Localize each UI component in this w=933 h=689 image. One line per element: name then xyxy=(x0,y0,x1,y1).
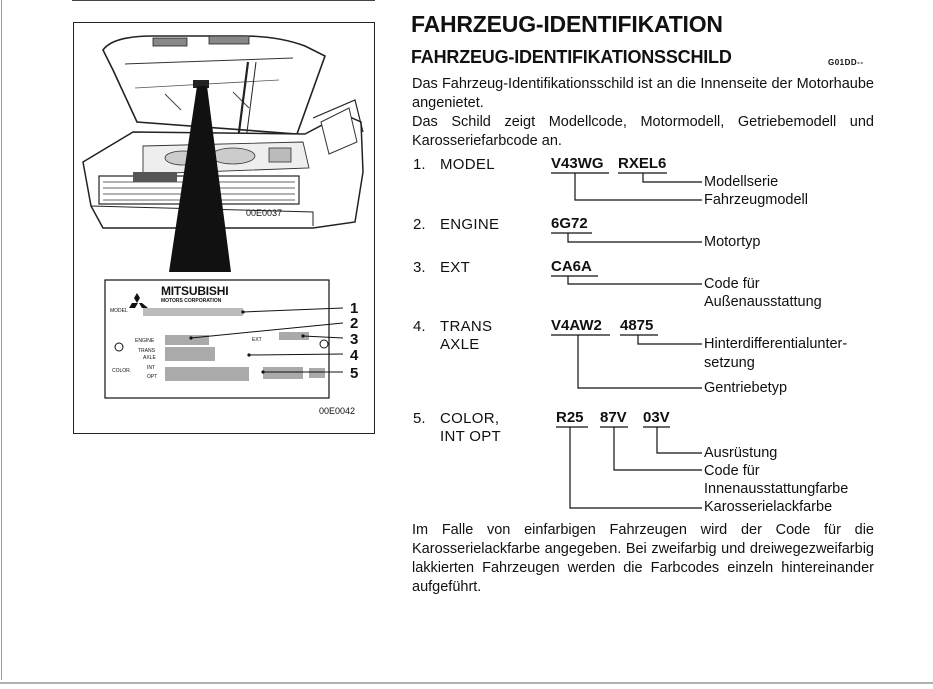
page-title: FAHRZEUG-IDENTIFIKATION xyxy=(411,11,723,37)
plate-opt-label: OPT xyxy=(147,374,158,380)
callout-5: 5 xyxy=(350,365,359,382)
callout-4: 4 xyxy=(350,347,359,364)
callout-2: 2 xyxy=(350,315,359,332)
code-connector-lines xyxy=(540,150,710,520)
plate-trans-label: TRANS xyxy=(138,348,155,354)
item-2-desc: Motortyp xyxy=(704,234,761,250)
page-bottom-border xyxy=(0,682,933,684)
item-3-desc-b: Außenausstattung xyxy=(704,294,822,310)
item-5-code-b: 87V xyxy=(600,409,627,426)
callout-1: 1 xyxy=(350,300,359,317)
page-left-border xyxy=(1,0,2,680)
item-2-number: 2. xyxy=(413,216,426,233)
plate-brand: MITSUBISHI xyxy=(161,284,229,298)
section-title: FAHRZEUG-IDENTIFIKATIONSSCHILD xyxy=(411,47,732,67)
item-4-code-b: 4875 xyxy=(620,317,654,334)
section-code: G01DD-- xyxy=(828,58,864,67)
item-4-desc-c: Gentriebetyp xyxy=(704,380,788,396)
item-4-desc-a: Hinterdifferentialunter- xyxy=(704,336,848,352)
item-1-desc-b: Fahrzeugmodell xyxy=(704,192,808,208)
plate-axle-label: AXLE xyxy=(143,355,156,361)
plate-model-label: MODEL xyxy=(110,308,128,314)
plate-int-label: INT xyxy=(147,365,156,371)
item-1-desc-a: Modellserie xyxy=(704,174,779,190)
item-2-code: 6G72 xyxy=(551,215,588,232)
hood-figure-code: 00E0037 xyxy=(246,208,283,218)
intro-line-1: Das Fahrzeug-Identifikationsschild ist an die Innenseite der Motorhaube angenietet. xyxy=(412,76,874,111)
item-1-number: 1. xyxy=(413,156,426,173)
item-5-desc-a: Ausrüstung xyxy=(704,445,778,461)
plate-color-label: COLOR. xyxy=(112,368,132,374)
item-4-number: 4. xyxy=(413,318,426,335)
item-4-desc-b: setzung xyxy=(704,355,755,371)
intro-line-2: Das Schild zeigt Modellcode, Motormodell, Getriebemodell und Karosseriefarbcode an. xyxy=(412,114,874,149)
top-rule xyxy=(72,0,375,1)
item-5-desc-c: Innenausstattungfarbe xyxy=(704,481,849,497)
item-5-desc-d: Karosserielackfarbe xyxy=(704,499,833,515)
item-5-label-a: COLOR, xyxy=(440,410,500,427)
item-5-desc-b: Code für xyxy=(704,463,760,479)
item-4-code-a: V4AW2 xyxy=(551,317,602,334)
item-5-label-b: INT OPT xyxy=(440,428,501,445)
item-4-label-b: AXLE xyxy=(440,336,480,353)
item-3-desc-a: Code für xyxy=(704,276,760,292)
item-3-label: EXT xyxy=(440,259,471,276)
outro-paragraph: Im Falle von einfarbigen Fahrzeugen wird der Code für die Karosserielackfarbe angegeben. Bei zweifarbig und dreiwegezweifarbig lakkierten Fahrzeugen werden die Farbcodes einzeln hintereinander aufgeführt. xyxy=(412,522,874,595)
item-5-number: 5. xyxy=(413,410,426,427)
item-1-code-b: RXEL6 xyxy=(618,155,667,172)
item-4-label-a: TRANS xyxy=(440,318,493,335)
intro-paragraph xyxy=(412,75,874,151)
plate-corp: MOTORS CORPORATION xyxy=(161,298,222,304)
item-5-code-a: R25 xyxy=(556,409,584,426)
item-1-label: MODEL xyxy=(440,156,495,173)
hood-panel xyxy=(103,36,325,134)
item-3-number: 3. xyxy=(413,259,426,276)
plate-figure-code: 00E0042 xyxy=(319,406,356,416)
item-2-label: ENGINE xyxy=(440,216,500,233)
item-5-code-c: 03V xyxy=(643,409,670,426)
plate-engine-label: ENGINE xyxy=(135,338,155,344)
item-1-code-a: V43WG xyxy=(551,155,604,172)
callout-3: 3 xyxy=(350,331,359,348)
plate-ext-label: EXT xyxy=(252,337,262,343)
item-3-code: CA6A xyxy=(551,258,592,275)
